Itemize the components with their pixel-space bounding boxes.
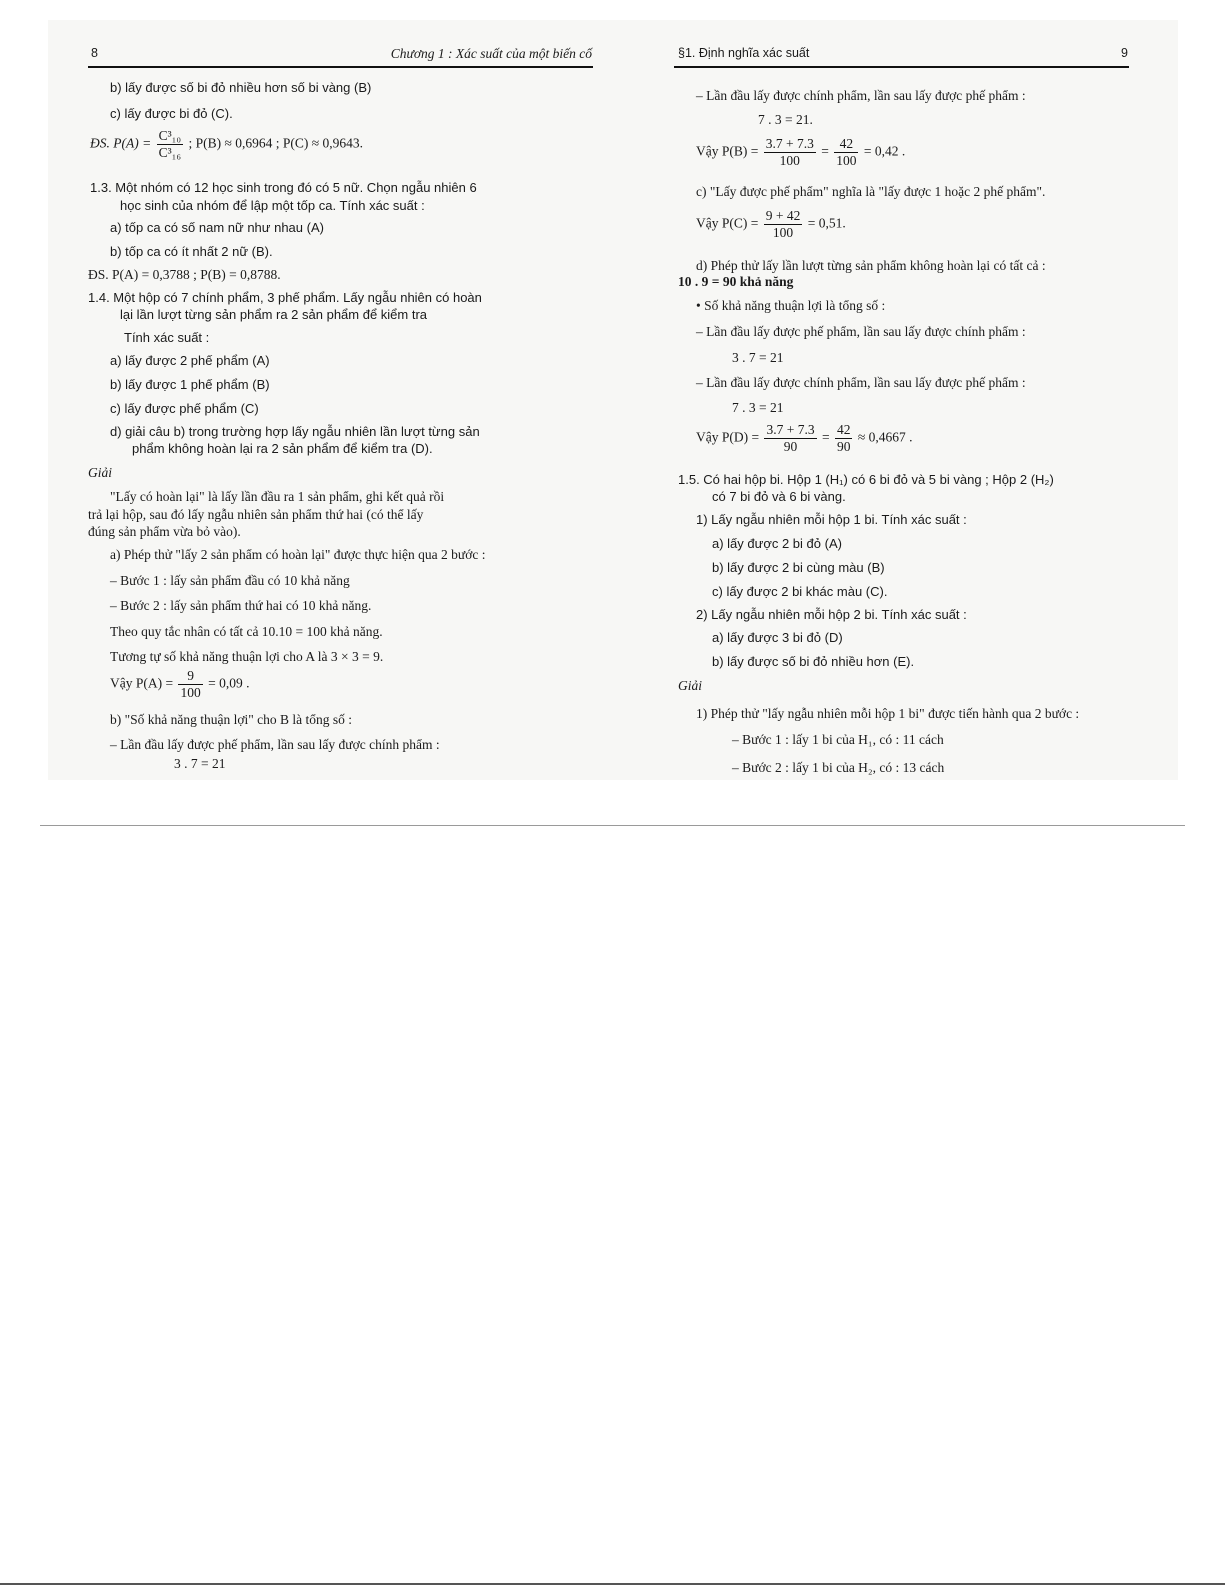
solution-heading: Giải xyxy=(678,678,703,693)
text-line: a) tốp ca có số nam nữ như nhau (A) xyxy=(110,220,324,235)
numerator: 3.7 + 7.3 xyxy=(765,136,814,151)
formula-prefix: ĐS. P(A) = xyxy=(90,135,152,151)
text-line: 1) Phép thử "lấy ngẫu nhiên mỗi hộp 1 bi" được tiến hành qua 2 bước : xyxy=(696,706,1080,721)
equals-sign: = xyxy=(821,429,830,445)
text-line: có 7 bi đỏ và 6 bi vàng. xyxy=(712,489,846,504)
denominator: 100 xyxy=(772,225,794,240)
pd-formula xyxy=(696,422,913,455)
text-line: • Số khả năng thuận lợi là tổng số : xyxy=(696,298,886,313)
text-line: c) lấy được 2 bi khác màu (C). xyxy=(712,584,888,599)
text-line: c) lấy được phế phẩm (C) xyxy=(110,401,259,416)
text-line: b) tốp ca có ít nhất 2 nữ (B). xyxy=(110,244,273,259)
text-line: a) lấy được 3 bi đỏ (D) xyxy=(712,630,843,645)
problem-heading: 1.4. Một hộp có 7 chính phẩm, 3 phế phẩm. Lấy ngẫu nhiên có hoàn xyxy=(88,290,482,305)
text-line: b) "Số khả năng thuận lợi" cho B là tổng số : xyxy=(110,712,353,727)
denominator: C³₁₆ xyxy=(158,145,182,160)
right-page-number: 9 xyxy=(1121,46,1128,60)
fraction xyxy=(764,422,816,455)
text-line: – Lần đầu lấy được phế phẩm, lần sau lấy được chính phẩm : xyxy=(110,737,440,752)
problem-heading: 1.5. Có hai hộp bi. Hộp 1 (H₁) có 6 bi đỏ và 5 bi vàng ; Hộp 2 (H₂) xyxy=(678,472,1054,487)
text-line: c) lấy được bi đỏ (C). xyxy=(110,106,233,121)
formula-rest: ≈ 0,4667 . xyxy=(857,429,913,445)
text-line: a) lấy được 2 phế phẩm (A) xyxy=(110,353,270,368)
denominator: 100 xyxy=(836,153,857,168)
text-line: a) Phép thử "lấy 2 sản phẩm có hoàn lại" được thực hiện qua 2 bước : xyxy=(110,547,486,562)
left-page xyxy=(48,20,610,780)
formula-rest: = 0,51. xyxy=(807,215,846,231)
formula-prefix: Vậy P(C) = xyxy=(696,215,759,231)
text-line: b) lấy được 2 bi cùng màu (B) xyxy=(712,560,885,575)
fraction xyxy=(157,128,183,161)
text-line: Tương tự số khả năng thuận lợi cho A là 3 × 3 = 9. xyxy=(110,649,384,664)
formula-prefix: Vậy P(A) = xyxy=(110,675,174,691)
text-line: d) Phép thử lấy lần lượt từng sản phẩm không hoàn lại có tất cả : xyxy=(696,258,1046,273)
left-page-number: 8 xyxy=(91,46,98,60)
text-line: – Lần đầu lấy được chính phẩm, lần sau lấy được phế phẩm : xyxy=(696,88,1026,103)
formula-rest: ; P(B) ≈ 0,6964 ; P(C) ≈ 0,9643. xyxy=(188,135,364,151)
text-line: – Lần đầu lấy được phế phẩm, lần sau lấy được chính phẩm : xyxy=(696,324,1026,339)
text-line: đúng sản phẩm vừa bỏ vào). xyxy=(88,524,241,539)
right-header-rule xyxy=(674,66,1129,68)
scanned-book-spread xyxy=(48,20,1178,780)
text-line: b) lấy được số bi đỏ nhiều hơn số bi vàng (B) xyxy=(110,80,372,95)
numerator: 3.7 + 7.3 xyxy=(766,422,815,437)
text-line: a) lấy được 2 bi đỏ (A) xyxy=(712,536,842,551)
denominator: 100 xyxy=(180,685,201,700)
numerator: 42 xyxy=(836,422,851,437)
fraction xyxy=(764,208,803,241)
fraction xyxy=(764,136,816,169)
fraction xyxy=(834,136,858,169)
pc-formula xyxy=(696,208,846,241)
text-line: ĐS. P(A) = 0,3788 ; P(B) = 0,8788. xyxy=(88,267,281,282)
pa-formula xyxy=(110,668,249,701)
left-running-head: Chương 1 : Xác suất của một biến cố xyxy=(390,46,592,61)
solution-heading: Giải xyxy=(88,465,113,480)
text-line: học sinh của nhóm để lập một tốp ca. Tính xác suất : xyxy=(120,198,425,213)
text-line: Tính xác suất : xyxy=(124,330,210,345)
text-line: b) lấy được số bi đỏ nhiều hơn (E). xyxy=(712,654,915,669)
text-line: 3 . 7 = 21 xyxy=(732,350,784,365)
text-line: 7 . 3 = 21. xyxy=(758,112,813,127)
text-line: lại lần lượt từng sản phẩm ra 2 sản phẩm để kiểm tra xyxy=(120,307,428,322)
denominator: 90 xyxy=(836,439,851,454)
numerator: 9 + 42 xyxy=(765,208,801,223)
formula-rest: = 0,09 . xyxy=(208,675,250,691)
text-line: "Lấy có hoàn lại" là lấy lần đầu ra 1 sản phẩm, ghi kết quả rồi xyxy=(110,489,445,504)
text-line: phẩm không hoàn lại ra 2 sản phẩm để kiểm tra (D). xyxy=(132,441,433,456)
equals-sign: = xyxy=(821,143,829,159)
ds-answer-formula xyxy=(90,128,363,161)
formula-rest: = 0,42 . xyxy=(863,143,906,159)
numerator: 9 xyxy=(178,668,202,685)
text-line: b) lấy được 1 phế phẩm (B) xyxy=(110,377,270,392)
text-line: – Lần đầu lấy được chính phẩm, lần sau lấy được phế phẩm : xyxy=(696,375,1026,390)
text-line: 10 . 9 = 90 khả năng xyxy=(678,274,794,289)
text-line: Theo quy tắc nhân có tất cả 10.10 = 100 khả năng. xyxy=(110,624,383,639)
text-line: – Bước 2 : lấy 1 bi của H₂, có : 13 cách xyxy=(732,760,945,775)
numerator: 42 xyxy=(834,136,858,153)
denominator: 100 xyxy=(779,153,800,168)
text-line: c) "Lấy được phế phẩm" nghĩa là "lấy được 1 hoặc 2 phế phẩm". xyxy=(696,184,1046,199)
text-line: 2) Lấy ngẫu nhiên mỗi hộp 2 bi. Tính xác suất : xyxy=(696,607,967,622)
text-line: 1) Lấy ngẫu nhiên mỗi hộp 1 bi. Tính xác suất : xyxy=(696,512,967,527)
numerator: C³₁₀ xyxy=(158,128,182,143)
text-line: d) giải câu b) trong trường hợp lấy ngẫu nhiên lần lượt từng sản xyxy=(110,424,480,439)
text-line: – Bước 2 : lấy sản phẩm thứ hai có 10 khả năng. xyxy=(110,598,372,613)
denominator: 90 xyxy=(783,439,798,454)
fraction xyxy=(835,422,853,455)
text-line: 3 . 7 = 21 xyxy=(174,756,226,771)
pb-formula xyxy=(696,136,905,169)
formula-prefix: Vậy P(B) = xyxy=(696,143,759,159)
text-line: 7 . 3 = 21 xyxy=(732,400,784,415)
text-line: – Bước 1 : lấy 1 bi của H₁, có : 11 cách xyxy=(732,732,944,747)
problem-heading: 1.3. Một nhóm có 12 học sinh trong đó có 5 nữ. Chọn ngẫu nhiên 6 xyxy=(90,180,477,195)
page-divider xyxy=(40,825,1185,826)
right-page xyxy=(616,20,1178,780)
right-section-head: §1. Định nghĩa xác suất xyxy=(678,46,810,60)
left-header-rule xyxy=(88,66,593,68)
text-line: – Bước 1 : lấy sản phẩm đầu có 10 khả năng xyxy=(110,573,350,588)
formula-prefix: Vậy P(D) = xyxy=(696,429,760,445)
fraction xyxy=(178,668,202,701)
text-line: trả lại hộp, sau đó lấy ngẫu nhiên sản phẩm thứ hai (có thể lấy xyxy=(88,507,424,522)
